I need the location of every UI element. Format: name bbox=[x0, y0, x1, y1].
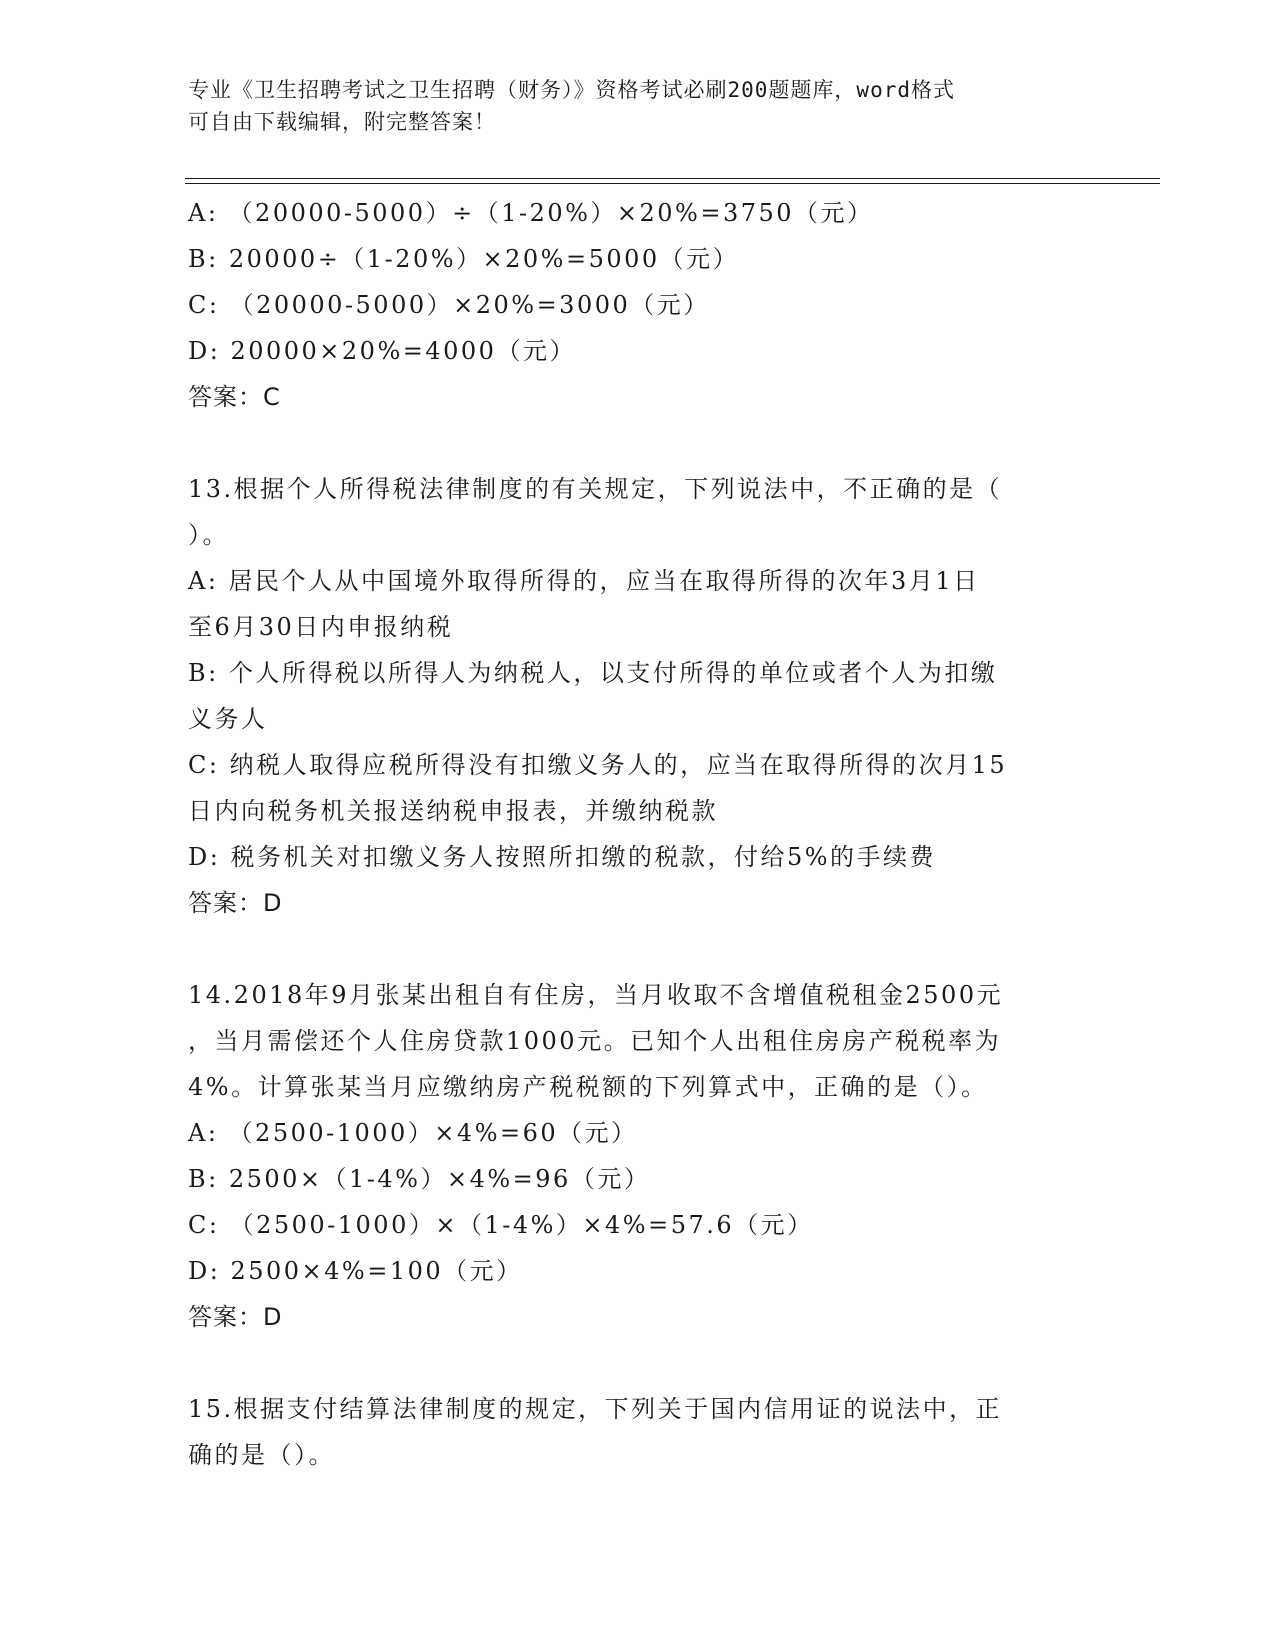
question-12-continued bbox=[188, 190, 1088, 420]
option-d: D: 20000×20%=4000（元） bbox=[188, 337, 576, 365]
option-a: A: （20000-5000）÷（1-20%）×20%=3750（元） bbox=[188, 199, 874, 227]
option-d: D: 2500×4%=100（元） bbox=[188, 1257, 523, 1285]
question-14 bbox=[188, 972, 1088, 1340]
document-header bbox=[188, 74, 1088, 138]
question-stem: 13.根据个人所得税法律制度的有关规定，下列说法中，不正确的是（ bbox=[188, 475, 1003, 503]
header-divider-top bbox=[185, 178, 1160, 179]
question-list bbox=[188, 190, 1088, 1478]
question-stem: ）。 bbox=[188, 521, 229, 549]
answer: 答案：C bbox=[188, 383, 281, 411]
option-c: C: （2500-1000）×（1-4%）×4%=57.6（元） bbox=[188, 1211, 814, 1239]
option-c: C: （20000-5000）×20%=3000（元） bbox=[188, 291, 710, 319]
option-a-continued: 至6月30日内申报纳税 bbox=[188, 613, 454, 641]
question-stem: ，当月需偿还个人住房贷款1000元。已知个人出租住房房产税税率为 bbox=[188, 1027, 1002, 1055]
option-b: B: 2500×（1-4%）×4%=96（元） bbox=[188, 1165, 651, 1193]
question-stem: 4%。计算张某当月应缴纳房产税税额的下列算式中，正确的是（）。 bbox=[188, 1073, 988, 1101]
option-a: A: （2500-1000）×4%=60（元） bbox=[188, 1119, 638, 1147]
answer: 答案：D bbox=[188, 1303, 283, 1331]
header-line-1: 专业《卫生招聘考试之卫生招聘（财务）》资格考试必刷200题题库，word格式 bbox=[188, 78, 955, 102]
spacer bbox=[188, 420, 1088, 466]
option-b-continued: 义务人 bbox=[188, 705, 268, 733]
question-13 bbox=[188, 466, 1088, 926]
option-b: B: 个人所得税以所得人为纳税人，以支付所得的单位或者个人为扣缴 bbox=[188, 659, 998, 687]
spacer bbox=[188, 1340, 1088, 1386]
question-stem: 15.根据支付结算法律制度的规定，下列关于国内信用证的说法中，正 bbox=[188, 1395, 1003, 1423]
option-a: A: 居民个人从中国境外取得所得的，应当在取得所得的次年3月1日 bbox=[188, 567, 980, 595]
option-b: B: 20000÷（1-20%）×20%=5000（元） bbox=[188, 245, 740, 273]
option-d: D: 税务机关对扣缴义务人按照所扣缴的税款，付给5%的手续费 bbox=[188, 843, 937, 871]
spacer bbox=[188, 926, 1088, 972]
question-stem: 确的是（）。 bbox=[188, 1441, 335, 1469]
header-divider-bottom bbox=[185, 183, 1160, 184]
option-c: C: 纳税人取得应税所得没有扣缴义务人的，应当在取得所得的次月15 bbox=[188, 751, 1008, 779]
answer: 答案：D bbox=[188, 889, 283, 917]
header-line-2: 可自由下载编辑，附完整答案！ bbox=[188, 110, 496, 134]
question-stem: 14.2018年9月张某出租自有住房，当月收取不含增值税租金2500元 bbox=[188, 981, 1004, 1009]
question-15 bbox=[188, 1386, 1088, 1478]
option-c-continued: 日内向税务机关报送纳税申报表，并缴纳税款 bbox=[188, 797, 718, 825]
